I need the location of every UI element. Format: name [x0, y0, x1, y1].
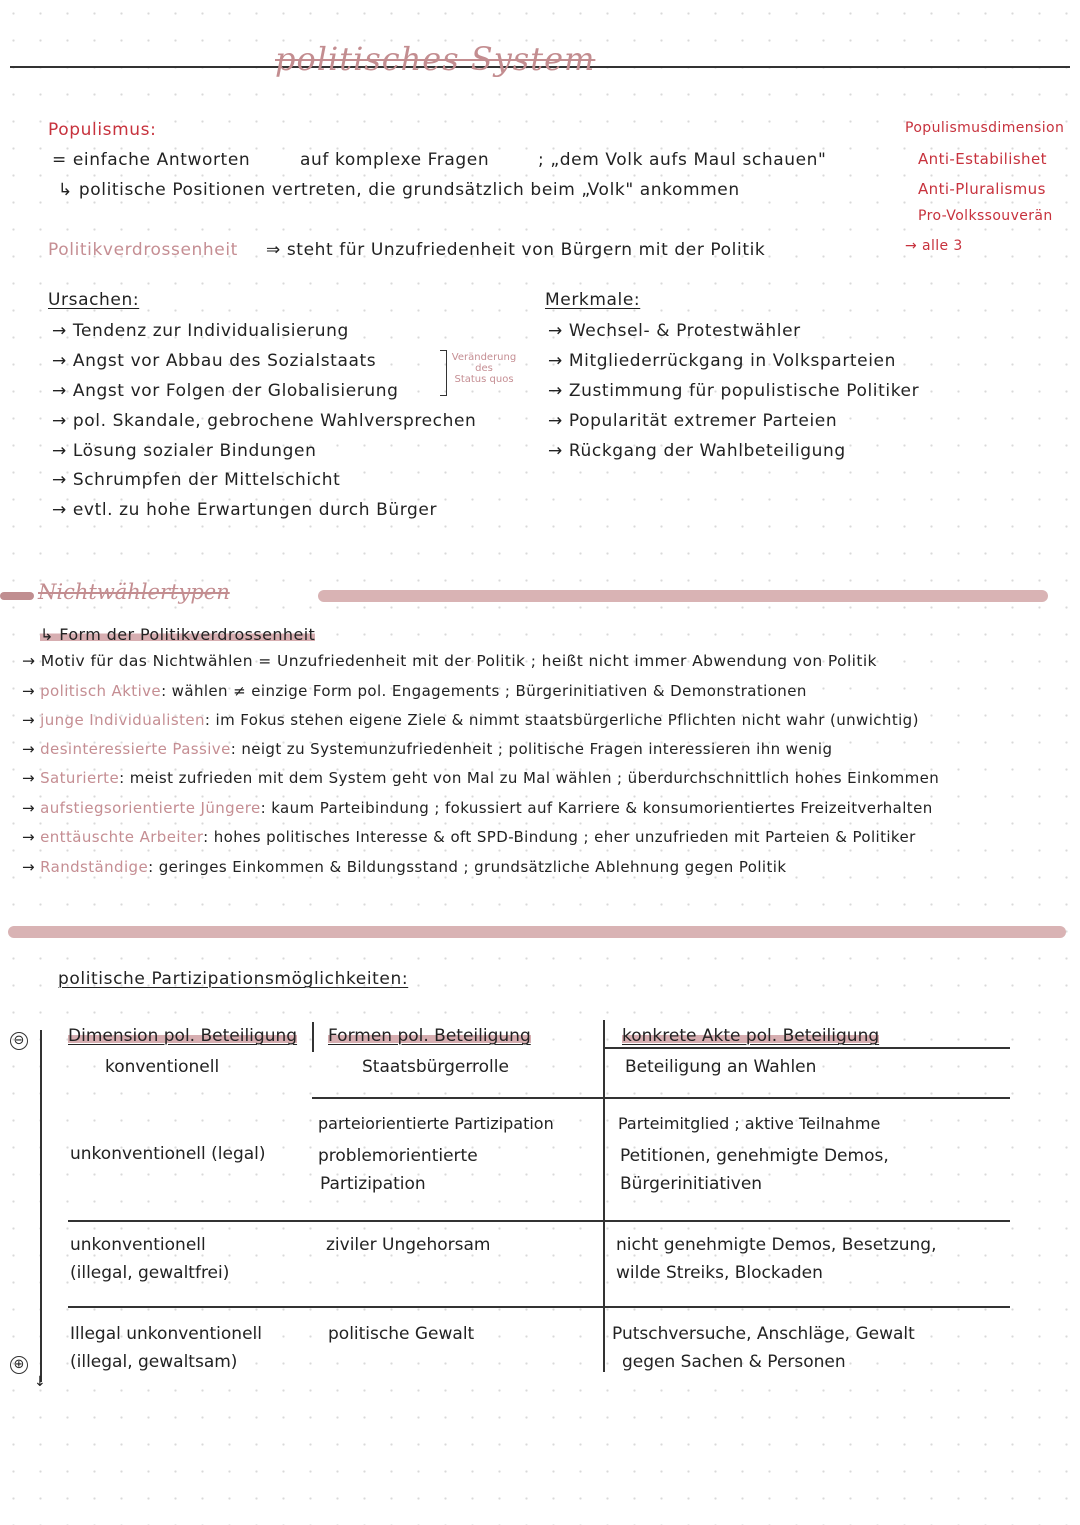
nichtwaehler-type: → desinteressierte Passive: neigt zu Systemunzufriedenheit ; politische Fragen interessieren ihn wenig	[22, 740, 833, 758]
nichtwaehler-type: → politisch Aktive: wählen ≠ einzige Form pol. Engagements ; Bürgerinitiativen & Demonstrationen	[22, 682, 807, 700]
axis-line	[40, 1030, 42, 1382]
nichtwaehler-type: → enttäuschte Arbeiter: hohes politisches Interesse & oft SPD-Bindung ; eher unzufrieden mit Parteien & Politiker	[22, 828, 916, 846]
populismus-heading: Populismus:	[48, 120, 157, 140]
ursache-item: → Tendenz zur Individualisierung	[52, 321, 349, 341]
table-hline	[603, 1047, 1010, 1049]
section-marker	[0, 592, 34, 600]
ursache-item: → Schrumpfen der Mittelschicht	[52, 470, 341, 490]
table-cell-akte: wilde Streiks, Blockaden	[616, 1263, 823, 1283]
arrow-down-icon: ↓	[34, 1374, 46, 1390]
table-cell-akte: nicht genehmigte Demos, Besetzung,	[616, 1235, 937, 1255]
dimension-item-3: Pro-Volkssouverän	[918, 208, 1053, 224]
table-cell-akte: Putschversuche, Anschläge, Gewalt	[612, 1324, 915, 1344]
col-header-akte: konkrete Akte pol. Beteiligung	[622, 1026, 880, 1046]
table-cell-form: parteiorientierte Partizipation	[318, 1114, 554, 1133]
minus-icon: ⊖	[10, 1032, 28, 1050]
table-hline	[312, 1097, 1010, 1099]
table-cell-dim: unkonventionell (legal)	[70, 1144, 266, 1164]
merkmal-item: → Mitgliederrückgang in Volksparteien	[548, 351, 896, 371]
ursache-item: → Angst vor Abbau des Sozialstaats	[52, 351, 377, 371]
table-hline	[68, 1306, 1010, 1308]
nichtwaehler-type: → aufstiegsorientierte Jüngere: kaum Parteibindung ; fokussiert auf Karriere & konsumorientiertes Freizeitverhalten	[22, 799, 933, 817]
ursache-item: → Angst vor Folgen der Globalisierung	[52, 381, 399, 401]
populismus-line2: ↳ politische Positionen vertreten, die grundsätzlich beim „Volk" ankommen	[58, 180, 740, 200]
populismus-line1b: auf komplexe Fragen	[300, 150, 490, 170]
nichtwaehler-motiv: → Motiv für das Nichtwählen = Unzufriedenheit mit der Politik ; heißt nicht immer Abwendung von Politik	[22, 652, 877, 670]
table-cell-dim: konventionell	[105, 1057, 220, 1077]
dimensionen-heading: Populismusdimension	[905, 120, 1065, 136]
table-cell-dim: (illegal, gewaltsam)	[70, 1352, 238, 1372]
dimensionen-footer: → alle 3	[905, 238, 963, 254]
table-cell-akte: Petitionen, genehmigte Demos,	[620, 1146, 889, 1166]
nichtwaehler-heading: Nichtwählertypen	[38, 580, 230, 604]
ursache-item: → evtl. zu hohe Erwartungen durch Bürger	[52, 500, 438, 520]
bracket-note: Veränderung des Status quos	[451, 352, 517, 385]
section-divider-1	[318, 590, 1048, 602]
populismus-line1c: ; „dem Volk aufs Maul schauen"	[538, 150, 827, 170]
nichtwaehler-type: → junge Individualisten: im Fokus stehen eigene Ziele & nimmt staatsbürgerliche Pflichten nicht wahr (unwichtig)	[22, 711, 919, 729]
dimension-item-1: Anti-Estabilishet	[918, 150, 1047, 168]
table-hline	[68, 1220, 1010, 1222]
table-cell-dim: (illegal, gewaltfrei)	[70, 1263, 230, 1283]
partizipation-heading: politische Partizipationsmöglichkeiten:	[58, 969, 409, 989]
page-title: politisches System	[275, 40, 596, 78]
table-vline	[312, 1022, 314, 1052]
table-cell-akte: Parteimitglied ; aktive Teilnahme	[618, 1114, 881, 1133]
merkmal-item: → Wechsel- & Protestwähler	[548, 321, 801, 341]
nichtwaehler-form: ↳ Form der Politikverdrossenheit	[40, 625, 316, 644]
table-cell-akte: gegen Sachen & Personen	[622, 1352, 846, 1372]
table-cell-dim: unkonventionell	[70, 1235, 206, 1255]
table-cell-akte: Beteiligung an Wahlen	[625, 1057, 817, 1077]
populismus-line1a: = einfache Antworten	[52, 150, 251, 170]
politikverdrossenheit-text: ⇒ steht für Unzufriedenheit von Bürgern mit der Politik	[266, 240, 766, 260]
plus-icon: ⊕	[10, 1356, 28, 1374]
merkmale-heading: Merkmale:	[545, 290, 641, 310]
col-header-dimension: Dimension pol. Beteiligung	[68, 1026, 298, 1046]
ursache-item: → pol. Skandale, gebrochene Wahlversprechen	[52, 411, 477, 431]
table-cell-form: problemorientierte	[318, 1146, 478, 1166]
ursache-item: → Lösung sozialer Bindungen	[52, 441, 317, 461]
nichtwaehler-type: → Randständige: geringes Einkommen & Bildungsstand ; grundsätzliche Ablehnung gegen Politik	[22, 858, 787, 876]
section-divider-2	[8, 926, 1066, 938]
table-cell-form: Staatsbürgerrolle	[362, 1057, 509, 1077]
table-cell-akte: Bürgerinitiativen	[620, 1174, 763, 1194]
table-vline	[603, 1020, 605, 1372]
table-cell-form: politische Gewalt	[328, 1324, 475, 1344]
merkmal-item: → Rückgang der Wahlbeteiligung	[548, 441, 846, 461]
table-cell-form: ziviler Ungehorsam	[326, 1235, 491, 1255]
merkmal-item: → Zustimmung für populistische Politiker	[548, 381, 920, 401]
nichtwaehler-type: → Saturierte: meist zufrieden mit dem System geht von Mal zu Mal wählen ; überdurchschnittlich hohes Einkommen	[22, 769, 940, 787]
dimension-item-2: Anti-Pluralismus	[918, 180, 1046, 198]
bracket	[440, 350, 447, 396]
table-cell-dim: Illegal unkonventionell	[70, 1324, 262, 1344]
col-header-formen: Formen pol. Beteiligung	[328, 1026, 531, 1046]
ursachen-heading: Ursachen:	[48, 290, 140, 310]
politikverdrossenheit-label: Politikverdrossenheit	[48, 240, 238, 260]
merkmal-item: → Popularität extremer Parteien	[548, 411, 838, 431]
table-cell-form: Partizipation	[320, 1174, 426, 1194]
